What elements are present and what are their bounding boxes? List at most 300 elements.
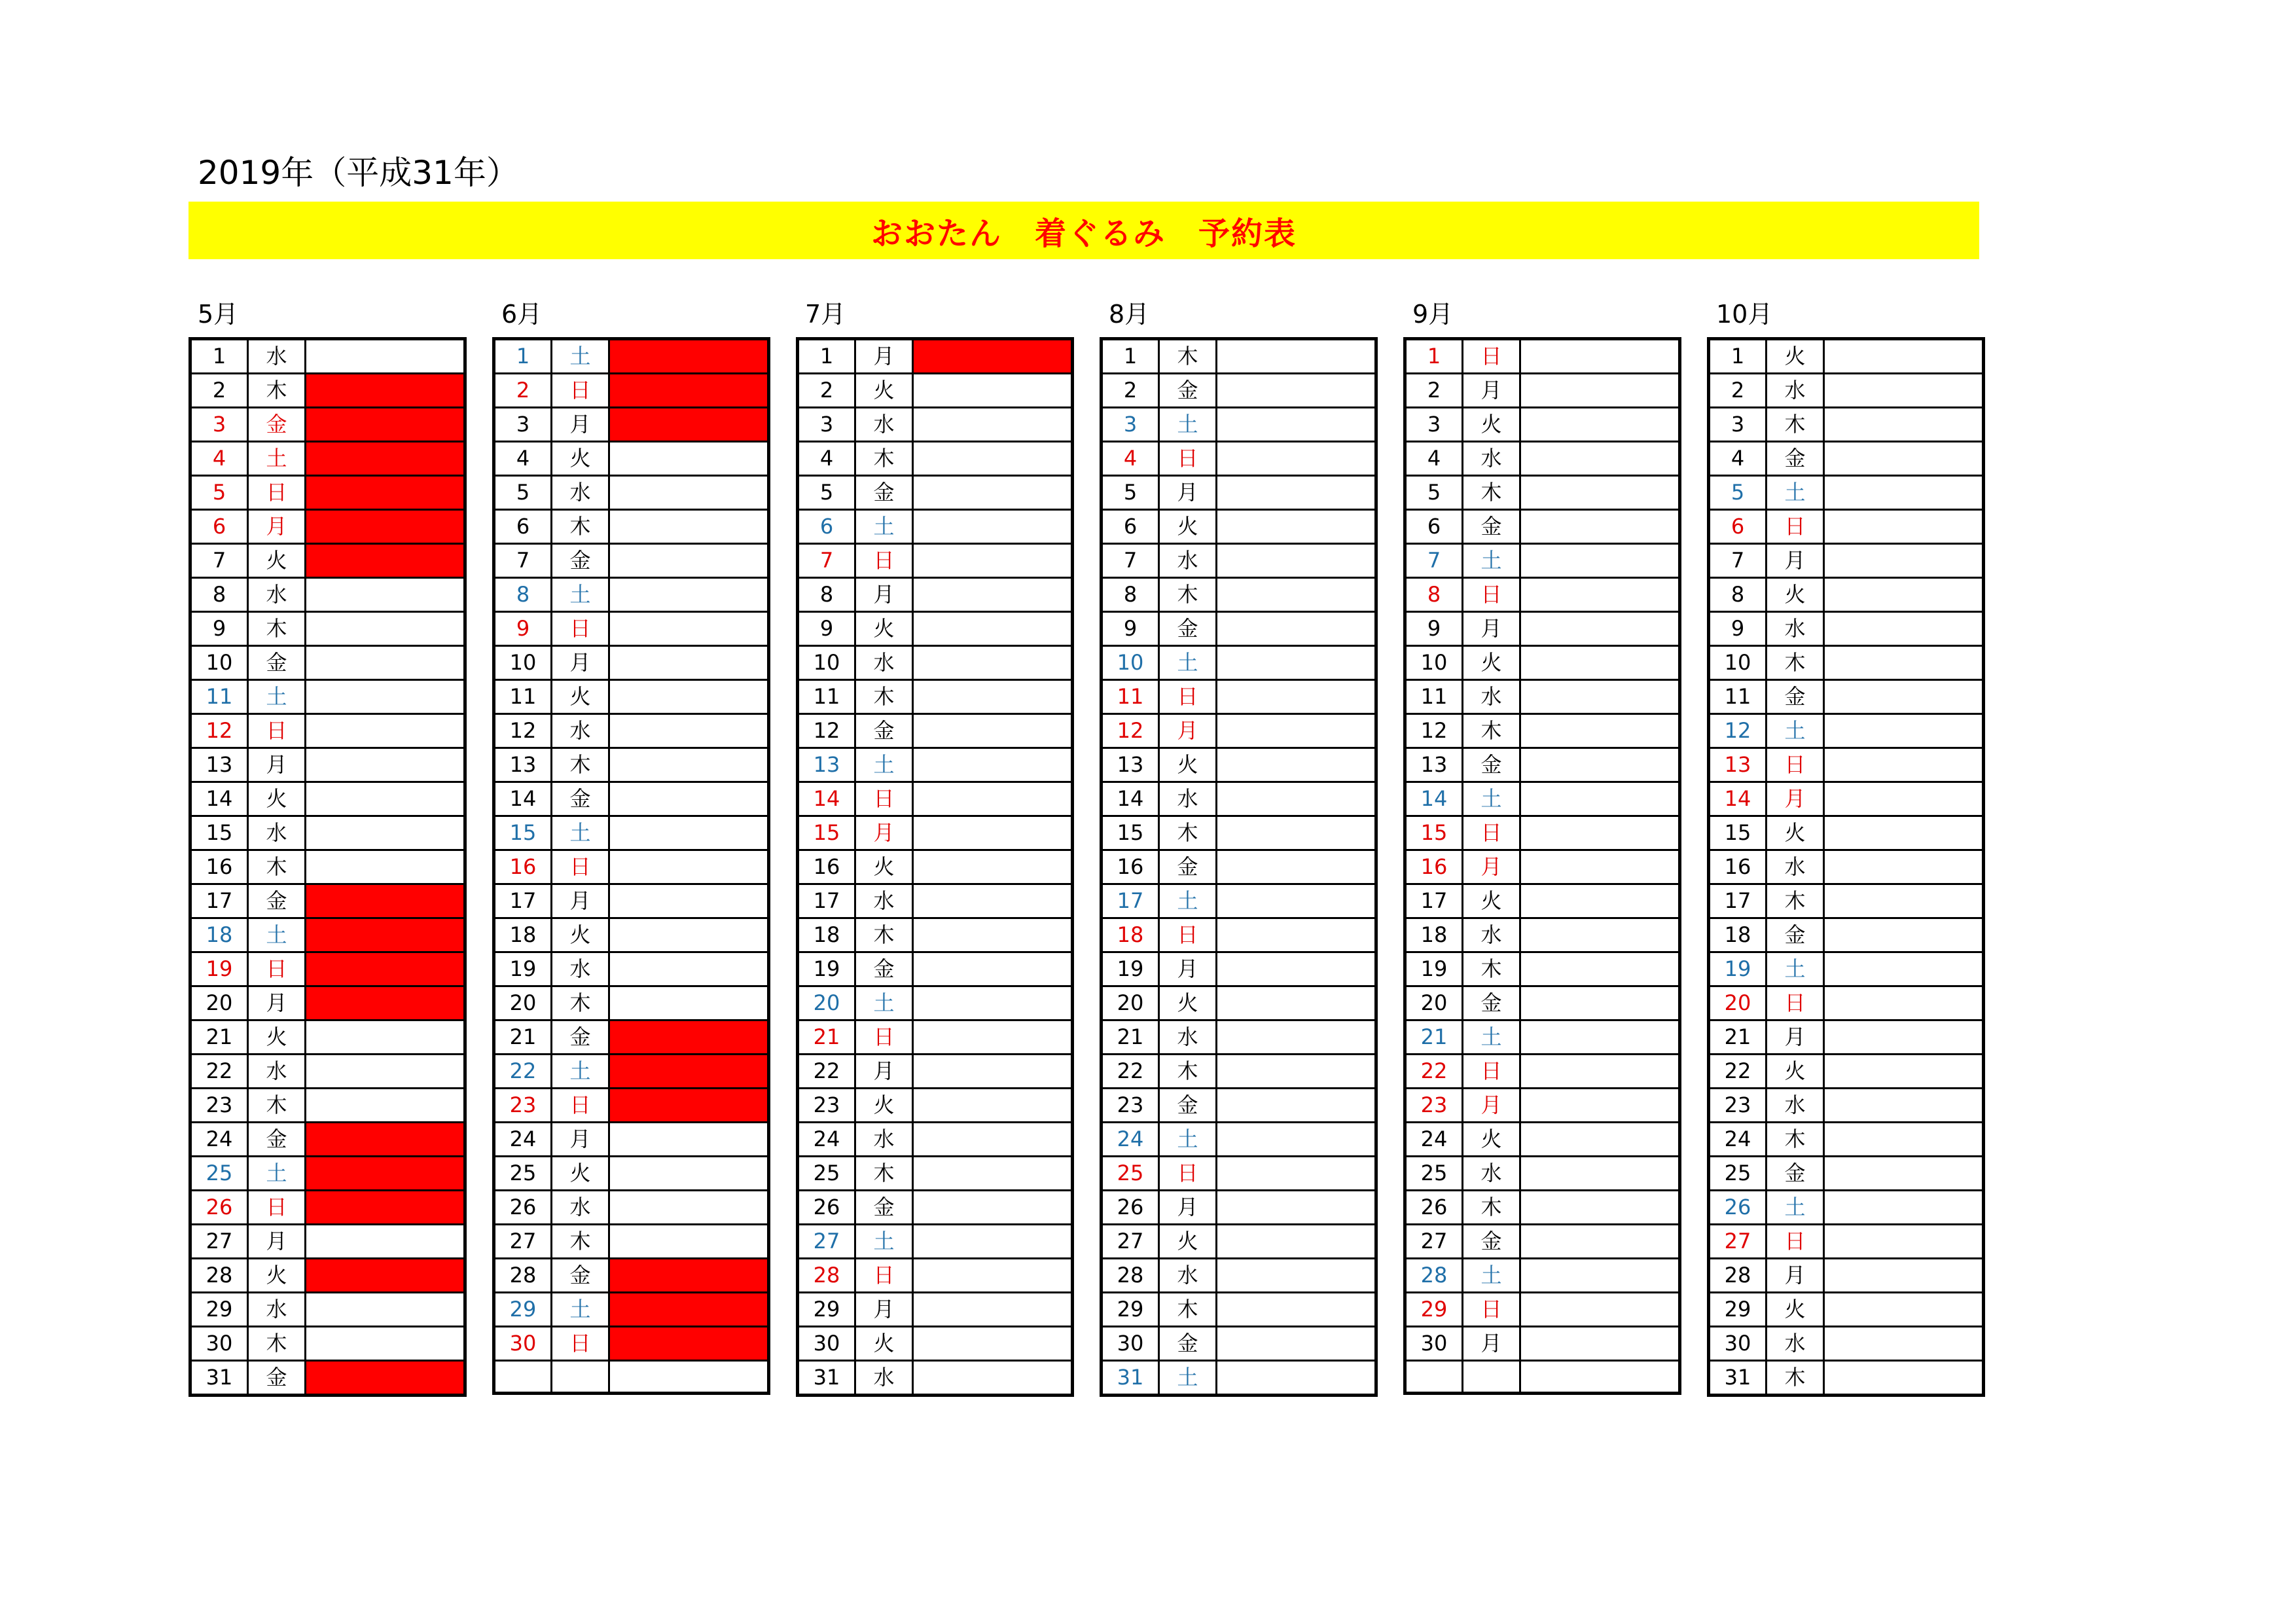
booking-cell[interactable] (306, 1123, 465, 1157)
booking-cell[interactable] (1824, 714, 1984, 748)
booking-cell[interactable] (609, 748, 769, 782)
weekday-cell: 土 (248, 918, 306, 952)
booking-cell[interactable] (1520, 714, 1680, 748)
day-row (190, 1055, 465, 1089)
weekday-cell: 月 (248, 986, 306, 1020)
booking-cell[interactable] (913, 544, 1073, 578)
day-number: 18 (1102, 918, 1159, 952)
day-row (494, 1225, 769, 1259)
booking-cell[interactable] (1520, 1020, 1680, 1055)
booking-cell[interactable] (1520, 1361, 1680, 1394)
booking-cell[interactable] (913, 1259, 1073, 1293)
day-number: 18 (798, 918, 855, 952)
booking-cell[interactable] (609, 476, 769, 510)
booking-cell[interactable] (1520, 952, 1680, 986)
booking-cell[interactable] (913, 1055, 1073, 1089)
booking-cell[interactable] (1520, 578, 1680, 612)
weekday-cell: 土 (1463, 782, 1520, 816)
weekday-cell: 金 (1767, 442, 1824, 476)
booking-cell[interactable] (913, 850, 1073, 884)
booking-cell[interactable] (609, 1123, 769, 1157)
day-number: 27 (1102, 1225, 1159, 1259)
booking-cell[interactable] (913, 986, 1073, 1020)
weekday-cell: 金 (1159, 374, 1217, 408)
booking-cell[interactable] (306, 680, 465, 714)
booking-cell[interactable] (609, 782, 769, 816)
booking-cell[interactable] (1520, 374, 1680, 408)
booking-cell[interactable] (609, 680, 769, 714)
booking-cell[interactable] (306, 986, 465, 1020)
booking-cell[interactable] (1217, 544, 1376, 578)
booking-cell[interactable] (1217, 646, 1376, 680)
day-number: 28 (494, 1259, 552, 1293)
day-number: 17 (190, 884, 248, 918)
weekday-cell: 日 (1463, 1055, 1520, 1089)
booking-cell[interactable] (609, 1327, 769, 1361)
booking-cell[interactable] (1520, 1123, 1680, 1157)
booking-cell[interactable] (1520, 1089, 1680, 1123)
booking-cell[interactable] (306, 1259, 465, 1293)
booking-cell[interactable] (1217, 850, 1376, 884)
weekday-cell: 木 (855, 1157, 913, 1191)
day-number: 27 (494, 1225, 552, 1259)
booking-cell[interactable] (1217, 918, 1376, 952)
day-row (494, 374, 769, 408)
booking-cell[interactable] (306, 952, 465, 986)
weekday-cell: 火 (552, 442, 609, 476)
day-row (494, 339, 769, 374)
day-row (190, 680, 465, 714)
weekday-cell: 水 (1463, 680, 1520, 714)
booking-cell[interactable] (306, 1191, 465, 1225)
booking-cell[interactable] (913, 1225, 1073, 1259)
day-number: 14 (1709, 782, 1767, 816)
weekday-cell: 金 (1463, 986, 1520, 1020)
booking-cell[interactable] (306, 1157, 465, 1191)
booking-cell[interactable] (1824, 1055, 1984, 1089)
day-number: 19 (1102, 952, 1159, 986)
booking-cell[interactable] (306, 646, 465, 680)
day-row (798, 544, 1073, 578)
day-number: 23 (1405, 1089, 1463, 1123)
booking-cell[interactable] (913, 918, 1073, 952)
booking-cell[interactable] (1824, 680, 1984, 714)
day-row (190, 1089, 465, 1123)
booking-cell[interactable] (1217, 748, 1376, 782)
booking-cell[interactable] (913, 1293, 1073, 1327)
booking-cell[interactable] (1520, 476, 1680, 510)
day-number: 13 (1709, 748, 1767, 782)
booking-cell[interactable] (306, 918, 465, 952)
day-row (190, 1259, 465, 1293)
booking-cell[interactable] (609, 1020, 769, 1055)
booking-cell[interactable] (1520, 918, 1680, 952)
booking-cell[interactable] (1217, 986, 1376, 1020)
booking-cell[interactable] (609, 918, 769, 952)
day-number: 7 (190, 544, 248, 578)
day-number: 21 (1709, 1020, 1767, 1055)
day-number: 20 (1709, 986, 1767, 1020)
booking-cell[interactable] (1520, 1259, 1680, 1293)
booking-cell[interactable] (913, 510, 1073, 544)
booking-cell[interactable] (609, 1055, 769, 1089)
booking-cell[interactable] (1520, 986, 1680, 1020)
month-label: 7月 (805, 300, 846, 329)
booking-cell[interactable] (1217, 510, 1376, 544)
day-row (1102, 612, 1376, 646)
day-row (1709, 339, 1984, 374)
weekday-cell: 日 (248, 952, 306, 986)
day-row (1709, 1293, 1984, 1327)
booking-cell[interactable] (913, 1191, 1073, 1225)
booking-cell[interactable] (609, 1191, 769, 1225)
booking-cell[interactable] (1217, 1225, 1376, 1259)
booking-cell[interactable] (1217, 952, 1376, 986)
booking-cell[interactable] (1217, 714, 1376, 748)
day-row (798, 408, 1073, 442)
weekday-cell: 火 (855, 1089, 913, 1123)
day-number: 12 (1709, 714, 1767, 748)
booking-cell[interactable] (1217, 1089, 1376, 1123)
booking-cell[interactable] (609, 612, 769, 646)
booking-cell[interactable] (913, 782, 1073, 816)
day-number: 16 (1405, 850, 1463, 884)
booking-cell[interactable] (1217, 374, 1376, 408)
day-row (1405, 884, 1680, 918)
booking-cell[interactable] (306, 714, 465, 748)
booking-cell[interactable] (306, 374, 465, 408)
booking-cell[interactable] (1217, 1327, 1376, 1361)
booking-cell[interactable] (1520, 1293, 1680, 1327)
weekday-cell: 月 (1159, 952, 1217, 986)
booking-cell[interactable] (306, 339, 465, 374)
booking-cell[interactable] (913, 1123, 1073, 1157)
day-number: 7 (1405, 544, 1463, 578)
booking-cell[interactable] (609, 816, 769, 850)
booking-cell[interactable] (306, 884, 465, 918)
day-row (190, 1293, 465, 1327)
booking-cell[interactable] (609, 1293, 769, 1327)
day-row (190, 918, 465, 952)
day-row (1405, 1191, 1680, 1225)
booking-cell[interactable] (609, 714, 769, 748)
booking-cell[interactable] (1217, 1123, 1376, 1157)
booking-cell[interactable] (1520, 646, 1680, 680)
day-number: 30 (494, 1327, 552, 1361)
booking-cell[interactable] (306, 442, 465, 476)
booking-cell[interactable] (1824, 850, 1984, 884)
day-row (494, 1055, 769, 1089)
booking-cell[interactable] (609, 339, 769, 374)
weekday-cell: 日 (1463, 1293, 1520, 1327)
booking-cell[interactable] (1217, 680, 1376, 714)
booking-cell[interactable] (1217, 339, 1376, 374)
booking-cell[interactable] (609, 1157, 769, 1191)
day-number: 14 (798, 782, 855, 816)
booking-cell[interactable] (1520, 782, 1680, 816)
month-table (796, 337, 1074, 1397)
weekday-cell: 金 (855, 476, 913, 510)
booking-cell[interactable] (1217, 1055, 1376, 1089)
weekday-cell: 金 (552, 782, 609, 816)
booking-cell[interactable] (913, 1089, 1073, 1123)
booking-cell[interactable] (609, 408, 769, 442)
booking-cell[interactable] (1520, 510, 1680, 544)
booking-cell[interactable] (913, 1361, 1073, 1396)
booking-cell[interactable] (1217, 442, 1376, 476)
weekday-cell: 日 (1767, 1225, 1824, 1259)
booking-cell[interactable] (913, 714, 1073, 748)
weekday-cell: 金 (855, 1191, 913, 1225)
booking-cell[interactable] (306, 544, 465, 578)
booking-cell[interactable] (913, 442, 1073, 476)
booking-cell[interactable] (1520, 680, 1680, 714)
booking-cell[interactable] (1824, 1020, 1984, 1055)
booking-cell[interactable] (1217, 1191, 1376, 1225)
booking-cell[interactable] (1824, 748, 1984, 782)
booking-cell[interactable] (1824, 1123, 1984, 1157)
booking-cell[interactable] (913, 578, 1073, 612)
booking-cell[interactable] (913, 374, 1073, 408)
day-row (1709, 850, 1984, 884)
booking-cell[interactable] (913, 408, 1073, 442)
booking-cell[interactable] (1824, 1191, 1984, 1225)
day-row (1405, 1157, 1680, 1191)
weekday-cell: 木 (248, 374, 306, 408)
booking-cell[interactable] (609, 510, 769, 544)
booking-cell[interactable] (1824, 1327, 1984, 1361)
booking-cell[interactable] (1824, 782, 1984, 816)
booking-cell[interactable] (306, 510, 465, 544)
booking-cell[interactable] (306, 476, 465, 510)
booking-cell[interactable] (609, 374, 769, 408)
booking-cell[interactable] (1520, 1055, 1680, 1089)
booking-cell[interactable] (1824, 816, 1984, 850)
day-number: 14 (1405, 782, 1463, 816)
booking-cell[interactable] (609, 1361, 769, 1394)
booking-cell[interactable] (913, 748, 1073, 782)
booking-cell[interactable] (306, 1225, 465, 1259)
booking-cell[interactable] (1824, 544, 1984, 578)
booking-cell[interactable] (1520, 408, 1680, 442)
booking-cell[interactable] (913, 1157, 1073, 1191)
booking-cell[interactable] (1824, 1225, 1984, 1259)
booking-cell[interactable] (1824, 578, 1984, 612)
weekday-cell: 火 (1767, 339, 1824, 374)
booking-cell[interactable] (1520, 1157, 1680, 1191)
booking-cell[interactable] (913, 612, 1073, 646)
booking-cell[interactable] (1824, 1157, 1984, 1191)
booking-cell[interactable] (1824, 510, 1984, 544)
day-row (1405, 748, 1680, 782)
booking-cell[interactable] (1520, 884, 1680, 918)
weekday-cell: 木 (855, 918, 913, 952)
day-number: 26 (190, 1191, 248, 1225)
day-number: 12 (798, 714, 855, 748)
booking-cell[interactable] (913, 816, 1073, 850)
booking-cell[interactable] (306, 578, 465, 612)
booking-cell[interactable] (306, 1020, 465, 1055)
booking-cell[interactable] (913, 339, 1073, 374)
day-number: 23 (798, 1089, 855, 1123)
weekday-cell: 土 (248, 680, 306, 714)
booking-cell[interactable] (1824, 1259, 1984, 1293)
booking-cell[interactable] (1217, 578, 1376, 612)
booking-cell[interactable] (913, 476, 1073, 510)
booking-cell[interactable] (1824, 986, 1984, 1020)
weekday-cell: 土 (1767, 952, 1824, 986)
day-row (798, 714, 1073, 748)
weekday-cell: 金 (552, 544, 609, 578)
booking-cell[interactable] (609, 544, 769, 578)
booking-cell[interactable] (1520, 339, 1680, 374)
day-row (190, 782, 465, 816)
booking-cell[interactable] (306, 1327, 465, 1361)
booking-cell[interactable] (1217, 816, 1376, 850)
day-number: 26 (798, 1191, 855, 1225)
day-row (190, 1020, 465, 1055)
day-number: 13 (494, 748, 552, 782)
booking-cell[interactable] (609, 1259, 769, 1293)
booking-cell[interactable] (1520, 1327, 1680, 1361)
booking-cell[interactable] (1217, 408, 1376, 442)
booking-cell[interactable] (1520, 850, 1680, 884)
booking-cell[interactable] (609, 1089, 769, 1123)
day-number: 18 (1405, 918, 1463, 952)
booking-cell[interactable] (1217, 1157, 1376, 1191)
booking-cell[interactable] (913, 952, 1073, 986)
booking-cell[interactable] (306, 1361, 465, 1396)
day-row (1405, 714, 1680, 748)
day-row (1709, 1055, 1984, 1089)
day-row (1405, 374, 1680, 408)
booking-cell[interactable] (1217, 1259, 1376, 1293)
booking-cell[interactable] (1217, 1361, 1376, 1396)
day-number: 22 (1102, 1055, 1159, 1089)
day-number: 21 (1102, 1020, 1159, 1055)
booking-cell[interactable] (306, 748, 465, 782)
day-number: 24 (1709, 1123, 1767, 1157)
weekday-cell: 木 (1767, 1361, 1824, 1396)
booking-cell[interactable] (1824, 612, 1984, 646)
weekday-cell: 日 (1463, 339, 1520, 374)
booking-cell[interactable] (913, 680, 1073, 714)
day-number: 28 (798, 1259, 855, 1293)
weekday-cell: 木 (1463, 1191, 1520, 1225)
booking-cell[interactable] (609, 646, 769, 680)
booking-cell[interactable] (306, 1293, 465, 1327)
booking-cell[interactable] (913, 646, 1073, 680)
booking-cell[interactable] (306, 1089, 465, 1123)
booking-cell[interactable] (1824, 408, 1984, 442)
day-number: 27 (1405, 1225, 1463, 1259)
weekday-cell: 木 (1767, 408, 1824, 442)
day-number: 2 (1102, 374, 1159, 408)
day-row (1405, 850, 1680, 884)
day-number: 26 (1709, 1191, 1767, 1225)
booking-cell[interactable] (1520, 442, 1680, 476)
booking-cell[interactable] (609, 850, 769, 884)
day-number: 6 (190, 510, 248, 544)
booking-cell[interactable] (1824, 1089, 1984, 1123)
day-row (494, 646, 769, 680)
weekday-cell: 木 (248, 612, 306, 646)
booking-cell[interactable] (1824, 952, 1984, 986)
day-row (798, 339, 1073, 374)
day-number: 9 (1102, 612, 1159, 646)
booking-cell[interactable] (609, 578, 769, 612)
day-number: 27 (1709, 1225, 1767, 1259)
booking-cell[interactable] (1217, 1020, 1376, 1055)
booking-cell[interactable] (1217, 884, 1376, 918)
booking-cell[interactable] (609, 884, 769, 918)
booking-cell[interactable] (1217, 782, 1376, 816)
day-number: 31 (798, 1361, 855, 1396)
booking-cell[interactable] (913, 884, 1073, 918)
booking-cell[interactable] (609, 442, 769, 476)
weekday-cell: 水 (1767, 850, 1824, 884)
booking-cell[interactable] (1520, 612, 1680, 646)
day-row (798, 1259, 1073, 1293)
weekday-cell: 水 (855, 646, 913, 680)
day-row (798, 1157, 1073, 1191)
booking-cell[interactable] (1520, 544, 1680, 578)
booking-cell[interactable] (1824, 918, 1984, 952)
booking-cell[interactable] (1217, 476, 1376, 510)
day-row (1405, 1020, 1680, 1055)
weekday-cell: 火 (1159, 986, 1217, 1020)
booking-cell[interactable] (609, 1225, 769, 1259)
day-row (1405, 612, 1680, 646)
booking-cell[interactable] (306, 1055, 465, 1089)
booking-cell[interactable] (306, 612, 465, 646)
weekday-cell: 月 (1159, 476, 1217, 510)
booking-cell[interactable] (609, 952, 769, 986)
day-number: 18 (494, 918, 552, 952)
booking-cell[interactable] (913, 1020, 1073, 1055)
booking-cell[interactable] (1824, 442, 1984, 476)
booking-cell[interactable] (609, 986, 769, 1020)
weekday-cell: 土 (855, 748, 913, 782)
booking-cell[interactable] (1824, 339, 1984, 374)
booking-cell[interactable] (306, 408, 465, 442)
day-number: 28 (190, 1259, 248, 1293)
booking-cell[interactable] (1217, 612, 1376, 646)
booking-cell[interactable] (1520, 1191, 1680, 1225)
booking-cell[interactable] (1520, 1225, 1680, 1259)
booking-cell[interactable] (306, 782, 465, 816)
booking-cell[interactable] (1217, 1293, 1376, 1327)
booking-cell[interactable] (1824, 1293, 1984, 1327)
booking-cell[interactable] (1824, 1361, 1984, 1396)
booking-cell[interactable] (306, 816, 465, 850)
booking-cell[interactable] (306, 850, 465, 884)
booking-cell[interactable] (1520, 748, 1680, 782)
booking-cell[interactable] (1520, 816, 1680, 850)
weekday-cell: 水 (1159, 544, 1217, 578)
booking-cell[interactable] (1824, 884, 1984, 918)
month-label: 5月 (198, 300, 239, 329)
weekday-cell: 土 (855, 986, 913, 1020)
weekday-cell: 月 (855, 816, 913, 850)
booking-cell[interactable] (913, 1327, 1073, 1361)
booking-cell[interactable] (1824, 646, 1984, 680)
weekday-cell: 火 (1463, 884, 1520, 918)
booking-cell[interactable] (1824, 476, 1984, 510)
booking-cell[interactable] (1824, 374, 1984, 408)
weekday-cell: 日 (855, 1020, 913, 1055)
weekday-cell: 土 (1159, 1361, 1217, 1396)
